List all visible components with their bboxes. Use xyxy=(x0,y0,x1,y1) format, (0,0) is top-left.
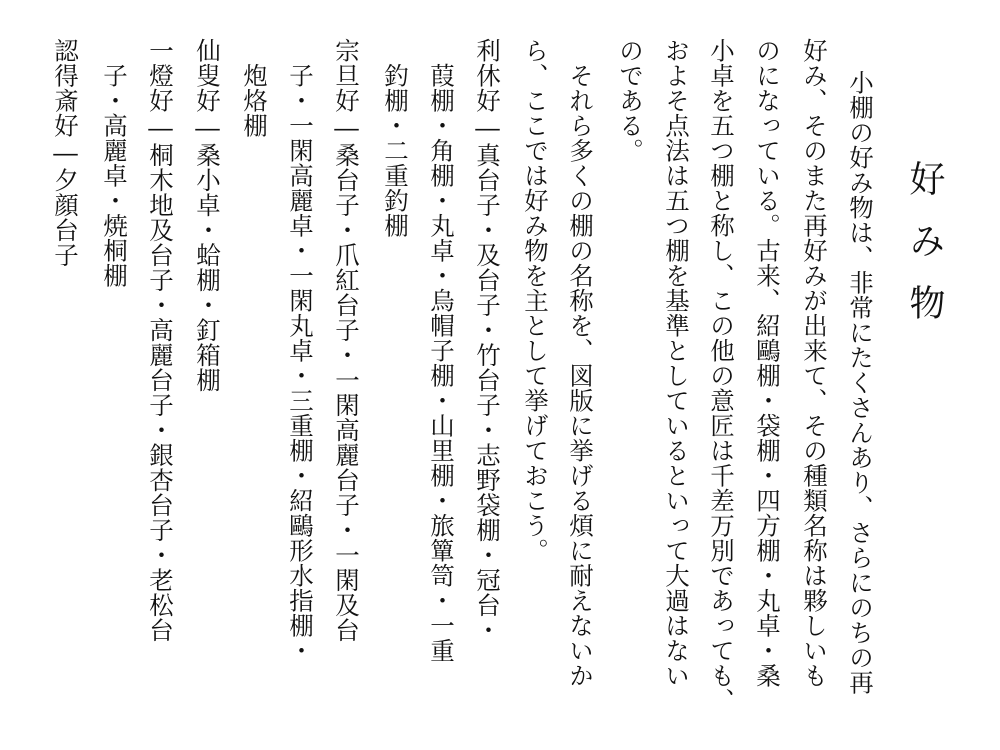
text-column-6: のである。 xyxy=(616,38,645,163)
list-item-sotan: 宗旦好―桑台子・爪紅台子・一閑高麗台子・一閑及台 xyxy=(332,38,361,643)
text-column-5: およそ点法は五つ棚を基準としているといって大過はない xyxy=(662,38,691,688)
list-item-sotan-cont-2: 炮烙棚 xyxy=(240,38,269,138)
list-item-nintokusai: 認得斎好―夕顔台子 xyxy=(51,38,80,268)
text-column-8: ら、ここでは好み物を主として挙げておこう。 xyxy=(521,38,550,563)
text-column-7: それら多くの棚の名称を、図版に挙げる煩に耐えないか xyxy=(566,38,595,688)
page-title: 好み物 xyxy=(904,160,945,346)
list-item-ittou-cont: 子・高麗卓・焼桐棚 xyxy=(100,38,129,288)
text-column-2: 好み、そのまた再好みが出来て、その種類名称は夥しいも xyxy=(800,38,829,688)
list-item-sensou: 仙叟好―桑小卓・蛤棚・釘箱棚 xyxy=(193,38,222,393)
text-column-4: 小卓を五つ棚と称し、この他の意匠は千差万別であっても、 xyxy=(707,38,736,713)
list-item-rikyu-cont-1: 葭棚・角棚・丸卓・烏帽子棚・山里棚・旅簞笥・一重 xyxy=(427,38,456,663)
text-column-3: のになっている。古来、紹鷗棚・袋棚・四方棚・丸卓・桑 xyxy=(753,38,782,688)
list-item-rikyu-cont-2: 釣棚・二重釣棚 xyxy=(381,38,410,238)
text-column-1: 小棚の好み物は、非常にたくさんあり、さらにのちの再 xyxy=(846,70,875,695)
list-item-ittou: 一燈好―桐木地及台子・高麗台子・銀杏台子・老松台 xyxy=(146,38,175,643)
list-item-sotan-cont-1: 子・一閑高麗卓・一閑丸卓・三重棚・紹鷗形水指棚・ xyxy=(286,38,315,663)
list-item-rikyu: 利休好―真台子・及台子・竹台子・志野袋棚・冠台・ xyxy=(473,38,502,643)
